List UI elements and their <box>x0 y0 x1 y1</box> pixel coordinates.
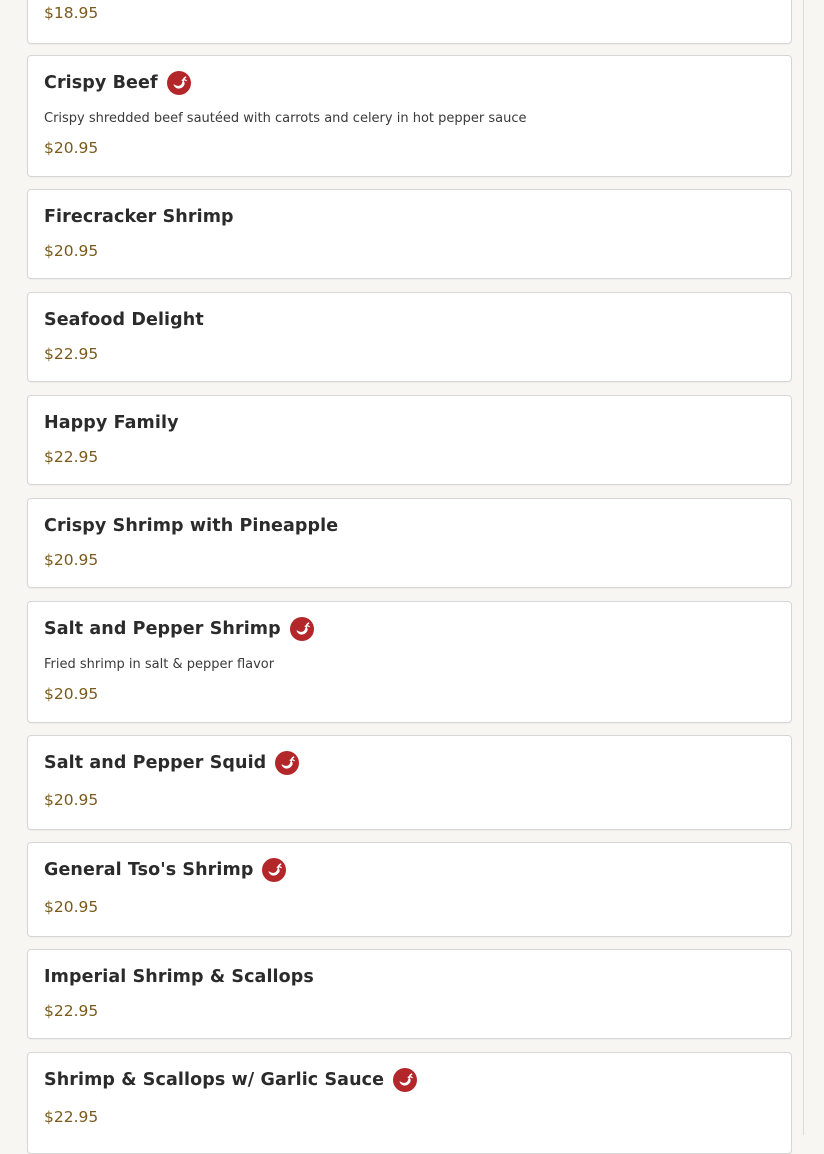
menu-item-card[interactable] <box>27 189 792 279</box>
menu-item-card[interactable] <box>27 1052 792 1154</box>
chili-pepper-icon <box>393 1068 417 1092</box>
menu-item-price: $18.95 <box>44 4 99 22</box>
menu-item-card[interactable] <box>27 735 792 830</box>
menu-item-name: Shrimp & Scallops w/ Garlic Sauce <box>44 1070 385 1090</box>
menu-item-card[interactable] <box>27 842 792 937</box>
menu-item-name: General Tso's Shrimp <box>44 860 254 880</box>
menu-item-card[interactable] <box>27 601 792 723</box>
menu-item-name: Crispy Beef <box>44 73 158 93</box>
chili-pepper-icon <box>290 617 314 641</box>
menu-item-card[interactable] <box>27 949 792 1039</box>
menu-item-card[interactable] <box>27 292 792 382</box>
menu-item-price: $20.95 <box>44 139 99 157</box>
chili-pepper-icon <box>275 751 299 775</box>
menu-item-price: $22.95 <box>44 1108 99 1126</box>
menu-item-description: Crispy shredded beef sautéed with carrots and celery in hot pepper sauce <box>44 111 527 126</box>
menu-item-name: Crispy Shrimp with Pineapple <box>44 516 339 536</box>
menu-item-price: $20.95 <box>44 242 99 260</box>
menu-item-price: $22.95 <box>44 1002 99 1020</box>
menu-item-name: Imperial Shrimp & Scallops <box>44 967 314 987</box>
menu-item-price: $20.95 <box>44 685 99 703</box>
menu-item-card[interactable] <box>27 0 792 44</box>
menu-item-card[interactable] <box>27 498 792 588</box>
menu-item-price: $20.95 <box>44 898 99 916</box>
menu-item-price: $22.95 <box>44 448 99 466</box>
menu-item-name: Salt and Pepper Shrimp <box>44 619 281 639</box>
menu-item-card[interactable] <box>27 395 792 485</box>
menu-item-name: Happy Family <box>44 413 179 433</box>
page-right-border <box>803 0 804 1135</box>
menu-item-price: $22.95 <box>44 345 99 363</box>
menu-item-name: Salt and Pepper Squid <box>44 753 267 773</box>
chili-pepper-icon <box>167 71 191 95</box>
menu-item-name: Firecracker Shrimp <box>44 207 234 227</box>
menu-item-price: $20.95 <box>44 791 99 809</box>
menu-item-price: $20.95 <box>44 551 99 569</box>
menu-item-list <box>27 0 792 1135</box>
menu-item-card[interactable] <box>27 55 792 177</box>
menu-item-description: Fried shrimp in salt & pepper flavor <box>44 657 275 672</box>
chili-pepper-icon <box>262 858 286 882</box>
menu-item-name: Seafood Delight <box>44 310 204 330</box>
